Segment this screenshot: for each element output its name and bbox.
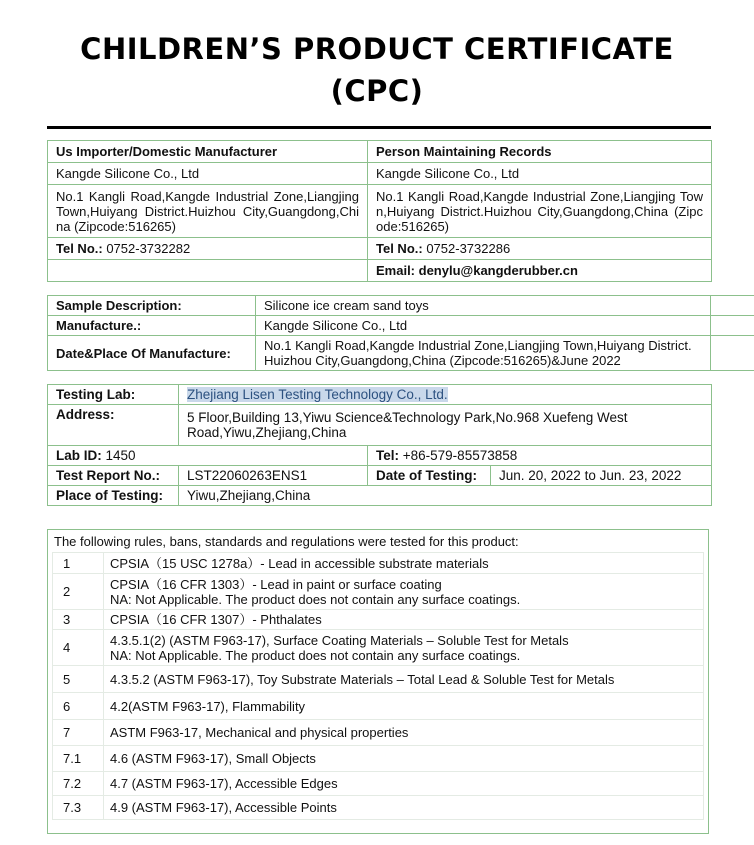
date-place-label: Date&Place Of Manufacture: bbox=[48, 336, 256, 371]
rule-line: CPSIA（16 CFR 1307）- Phthalates bbox=[110, 612, 322, 627]
rule-text bbox=[104, 574, 704, 610]
certificate-subtitle: (CPC) bbox=[330, 74, 424, 108]
empty-cell bbox=[711, 336, 754, 371]
lab-tel-value: +86-579-85573858 bbox=[402, 448, 518, 463]
manufacture-value: Kangde Silicone Co., Ltd bbox=[256, 316, 711, 336]
rules-box bbox=[47, 529, 709, 834]
records-tel-value: 0752-3732286 bbox=[426, 241, 511, 256]
date-of-testing-value: Jun. 20, 2022 to Jun. 23, 2022 bbox=[491, 466, 712, 486]
testing-lab-value[interactable]: Zhejiang Lisen Testing Technology Co., Ltd. bbox=[187, 387, 448, 402]
date-place-value: No.1 Kangli Road,Kangde Industrial Zone,Liangjing Town,Huiyang District. Huizhou City,Guangdong,China (Zipcode:516265)&June 2022 bbox=[256, 336, 711, 371]
rules-table bbox=[52, 552, 704, 820]
rule-number: 7 bbox=[53, 720, 104, 746]
address-label: Address: bbox=[48, 405, 179, 446]
place-of-testing-value: Yiwu,Zhejiang,China bbox=[179, 486, 712, 506]
rule-line: 4.3.5.2 (ASTM F963-17), Toy Substrate Materials – Total Lead & Soluble Test for Metals bbox=[110, 671, 615, 687]
rule-line: 4.3.5.1(2) (ASTM F963-17), Surface Coating Materials – Soluble Test for Metals bbox=[110, 632, 569, 648]
sample-table bbox=[47, 295, 754, 371]
rules-intro: The following rules, bans, standards and regulations were tested for this product: bbox=[54, 534, 519, 549]
rule-text bbox=[104, 693, 704, 720]
manufacture-label: Manufacture.: bbox=[48, 316, 256, 336]
rule-number: 7.2 bbox=[53, 772, 104, 796]
lab-table bbox=[47, 384, 712, 506]
date-of-testing-label: Date of Testing: bbox=[368, 466, 491, 486]
rule-line: 4.7 (ASTM F963-17), Accessible Edges bbox=[110, 776, 338, 791]
email-label: Email: bbox=[376, 263, 416, 278]
rule-line: CPSIA（15 USC 1278a）- Lead in accessible substrate materials bbox=[110, 555, 489, 571]
importer-tel bbox=[48, 238, 368, 260]
rule-line: 4.9 (ASTM F963-17), Accessible Points bbox=[110, 800, 337, 815]
testing-lab-cell bbox=[179, 385, 712, 405]
lab-id-label: Lab ID: bbox=[56, 448, 102, 463]
empty-cell bbox=[711, 296, 754, 316]
rule-number: 3 bbox=[53, 610, 104, 630]
rule-number: 4 bbox=[53, 630, 104, 666]
rule-note: NA: Not Applicable. The product does not contain any surface coatings. bbox=[110, 591, 521, 607]
lab-tel-cell bbox=[368, 446, 712, 466]
certificate-title: CHILDREN’S PRODUCT CERTIFICATE bbox=[80, 32, 674, 66]
report-value: LST22060263ENS1 bbox=[179, 466, 368, 486]
sample-description: Silicone ice cream sand toys bbox=[256, 296, 711, 316]
lab-id-value: 1450 bbox=[105, 448, 136, 463]
rule-line: 4.2(ASTM F963-17), Flammability bbox=[110, 698, 306, 714]
sample-description-label: Sample Description: bbox=[48, 296, 256, 316]
rule-text bbox=[104, 772, 704, 796]
records-header: Person Maintaining Records bbox=[368, 141, 712, 163]
rule-line: 4.6 (ASTM F963-17), Small Objects bbox=[110, 751, 316, 766]
rule-text bbox=[104, 630, 704, 666]
records-email bbox=[368, 260, 712, 282]
lab-id-cell bbox=[48, 446, 368, 466]
rule-text bbox=[104, 796, 704, 820]
rule-note: NA: Not Applicable. The product does not contain any surface coatings. bbox=[110, 647, 521, 663]
rule-text bbox=[104, 720, 704, 746]
title-divider bbox=[47, 126, 711, 129]
rule-text bbox=[104, 553, 704, 574]
report-label: Test Report No.: bbox=[48, 466, 179, 486]
rule-number: 7.3 bbox=[53, 796, 104, 820]
rule-line: CPSIA（16 CFR 1303）- Lead in paint or surface coating bbox=[110, 576, 442, 592]
importer-tel-value: 0752-3732282 bbox=[106, 241, 191, 256]
rule-number: 7.1 bbox=[53, 746, 104, 772]
empty-cell bbox=[48, 260, 368, 282]
lab-address: 5 Floor,Building 13,Yiwu Science&Technology Park,No.968 Xuefeng West Road,Yiwu,Zhejiang,China bbox=[179, 405, 712, 446]
records-name: Kangde Silicone Co., Ltd bbox=[368, 163, 712, 185]
rule-text bbox=[104, 610, 704, 630]
records-address: No.1 Kangli Road,Kangde Industrial Zone,Liangjing Town,Huiyang District.Huizhou City,Guangdong,China (Zipcode:516265) bbox=[368, 185, 712, 238]
rule-line: ASTM F963-17, Mechanical and physical properties bbox=[110, 725, 409, 740]
records-tel bbox=[368, 238, 712, 260]
tel-label: Tel No.: bbox=[56, 241, 103, 256]
rule-text bbox=[104, 666, 704, 693]
testing-lab-label: Testing Lab: bbox=[48, 385, 179, 405]
rule-text bbox=[104, 746, 704, 772]
records-email-value: denylu@kangderubber.cn bbox=[418, 263, 578, 278]
importer-address: No.1 Kangli Road,Kangde Industrial Zone,Liangjing Town,Huiyang District.Huizhou City,Guangdong,China (Zipcode:516265) bbox=[48, 185, 368, 238]
importer-header: Us Importer/Domestic Manufacturer bbox=[48, 141, 368, 163]
rule-number: 2 bbox=[53, 574, 104, 610]
parties-table bbox=[47, 140, 712, 282]
place-of-testing-label: Place of Testing: bbox=[48, 486, 179, 506]
rule-number: 5 bbox=[53, 666, 104, 693]
empty-cell bbox=[711, 316, 754, 336]
tel-label: Tel No.: bbox=[376, 241, 423, 256]
lab-tel-label: Tel: bbox=[376, 448, 399, 463]
importer-name: Kangde Silicone Co., Ltd bbox=[48, 163, 368, 185]
rule-number: 6 bbox=[53, 693, 104, 720]
rule-number: 1 bbox=[53, 553, 104, 574]
